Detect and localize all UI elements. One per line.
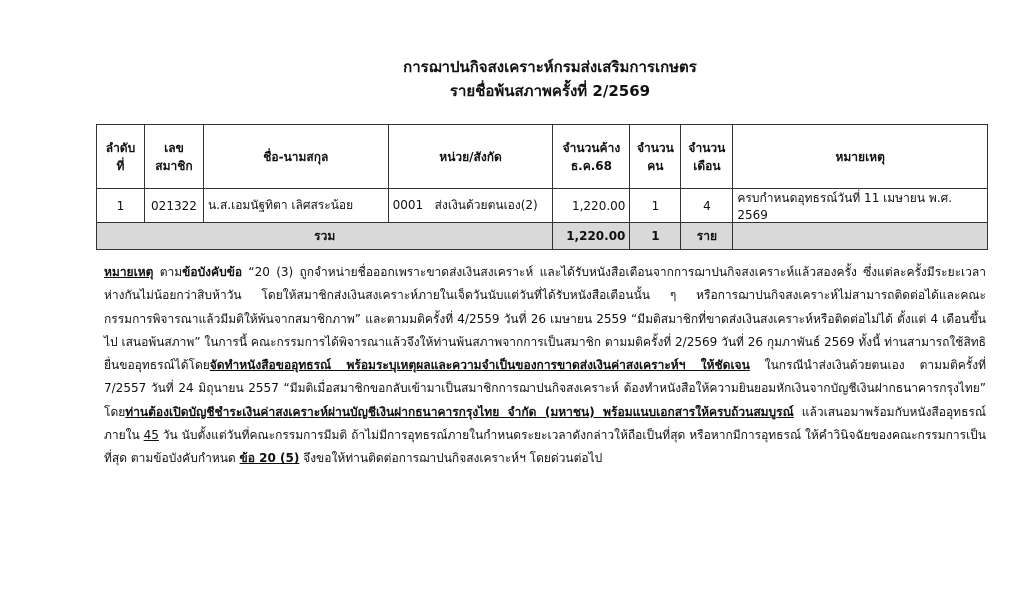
member-table — [96, 124, 988, 250]
document-title: การฌาปนกิจสงเคราะห์กรมส่งเสริมการเกษตร — [403, 58, 697, 76]
total-row — [97, 223, 988, 250]
total-unit-word: ราย — [681, 223, 733, 250]
unit-code: 0001 — [392, 198, 424, 212]
col-arrears: จำนวนค้าง ธ.ค.68 — [553, 125, 630, 189]
col-remark: หมายเหตุ — [733, 125, 988, 189]
table-row — [97, 189, 988, 223]
cell-remark: ครบกำหนดอุทธรณ์วันที่ 11 เมษายน พ.ศ. 2569 — [733, 189, 988, 223]
document-subtitle: รายชื่อพ้นสภาพครั้งที่ 2/2569 — [449, 82, 651, 100]
cell-member-no: 021322 — [144, 189, 203, 223]
cell-seq: 1 — [97, 189, 145, 223]
col-months: จำนวน เดือน — [681, 125, 733, 189]
col-persons: จำนวน คน — [630, 125, 681, 189]
appeal-days: 45 — [143, 428, 159, 443]
cell-persons: 1 — [630, 189, 681, 223]
appeal-instruction: จัดทำหนังสือขออุทธรณ์ พร้อมระบุเหตุผลและความจำเป็นของการขาดส่งเงินค่าสงเคราะห์ฯ ให้ชัดเจน — [209, 358, 750, 373]
regulation-ref: ข้อบังคับข้อ — [182, 265, 243, 279]
col-seq: ลำดับ ที่ — [97, 125, 145, 189]
col-unit: หน่วย/สังกัด — [388, 125, 553, 189]
total-persons: 1 — [630, 223, 681, 250]
col-member-no: เลข สมาชิก — [144, 125, 203, 189]
cell-months: 4 — [681, 189, 733, 223]
unit-name: ส่งเงินด้วยตนเอง(2) — [434, 198, 538, 212]
total-label: รวม — [97, 223, 553, 250]
cell-unit — [388, 189, 553, 223]
cell-arrears: 1,220.00 — [553, 189, 630, 223]
remark-paragraph: หมายเหตุ ตามข้อบังคับข้อ “20 (3) ถูกจำหน่ายชื่อออกเพราะขาดส่งเงินสงเคราะห์ และได้รับหนังสือเตือนจากการฌาปนกิจสงเคราะห์แล้วสองครั้ง ซึ่งแต่ละครั้งมีระยะเวลาห่างกันไม่น้อยกว่าสิบห้าวัน โดยให้สมาชิกส่งเงินสงเคราะห์ภายในเจ็ดวันนับแต่วันที่ได้รับหนังสือเตือนนั้น ๆ หรือการฌาปนกิจสงเคราะห์ไม่สามารถติดต่อได้และคณะกรรมการพิจารณาแล้วมีมติให้พ้นจากสมาชิกภาพ” และตามมติครั้งที่ 4/2559 วันที่ 26 เมษายน 2559 “มีมติสมาชิกที่ขาดส่งเงินสงเคราะห์หรือติดต่อไม่ได้ ตั้งแต่ 4 เดือนขึ้นไป เสนอพ้นสภาพ” ในการนี้ คณะกรรมการได้พิจารณาแล้วจึงให้ท่านพ้นสภาพจากการเป็นสมาชิก ตามมติครั้งที่ 2/2569 วันที่ 26 กุมภาพันธ์ 2569 ทั้งนี้ ท่านสามารถใช้สิทธิยื่นขออุทธรณ์ได้โดยจัดทำหนังสือขออุทธรณ์ พร้อมระบุเหตุผลและความจำเป็นของการขาดส่งเงินค่าสงเคราะห์ฯ ให้ชัดเจน ในกรณีนำส่งเงินด้วยตนเอง ตามมติครั้งที่ 7/2557 วันที่ 24 มิถุนายน 2557 “มีมติเมื่อสมาชิกขอกลับเข้ามาเป็นสมาชิกการฌาปนกิจสงเคราะห์ ต้องทำหนังสือให้ความยินยอมหักเงินจากบัญชีเงินฝากธนาคารกรุงไทย” โดยท่านต้องเปิดบัญชีชำระเงินค่าสงเคราะห์ผ่านบัญชีเงินฝากธนาคารกรุงไทย จำกัด (มหาชน) พร้อมแนบเอกสารให้ครบถ้วนสมบูรณ์ แล้วเสนอมาพร้อมกับหนังสืออุทธรณ์ ภายใน 45 วัน นับตั้งแต่วันที่คณะกรรมการมีมติ ถ้าไม่มีการอุทธรณ์ภายในกำหนดระยะเวลาดังกล่าวให้ถือเป็นที่สุด หรือหากมีการอุทธรณ์ ให้คำวินิจฉัยของคณะกรรมการเป็นที่สุด ตามข้อบังคับกำหนด ข้อ 20 (5) จึงขอให้ท่านติดต่อการฌาปนกิจสงเคราะห์ฯ โดยด่วนต่อไป — [104, 265, 986, 466]
cell-name: น.ส.เอมนัฐทิตา เลิศสระน้อย — [203, 189, 388, 223]
total-arrears: 1,220.00 — [553, 223, 630, 250]
note-label: หมายเหตุ — [104, 265, 154, 279]
table-header-row — [97, 125, 988, 189]
bank-account-instruction: ท่านต้องเปิดบัญชีชำระเงินค่าสงเคราะห์ผ่านบัญชีเงินฝากธนาคารกรุงไทย จำกัด (มหาชน) พร้อมแนบเอกสารให้ครบถ้วนสมบูรณ์ — [125, 404, 794, 419]
regulation-ref-2: ข้อ 20 (5) — [239, 451, 300, 466]
col-name: ชื่อ-นามสกุล — [203, 125, 388, 189]
total-empty-cell — [733, 223, 988, 250]
